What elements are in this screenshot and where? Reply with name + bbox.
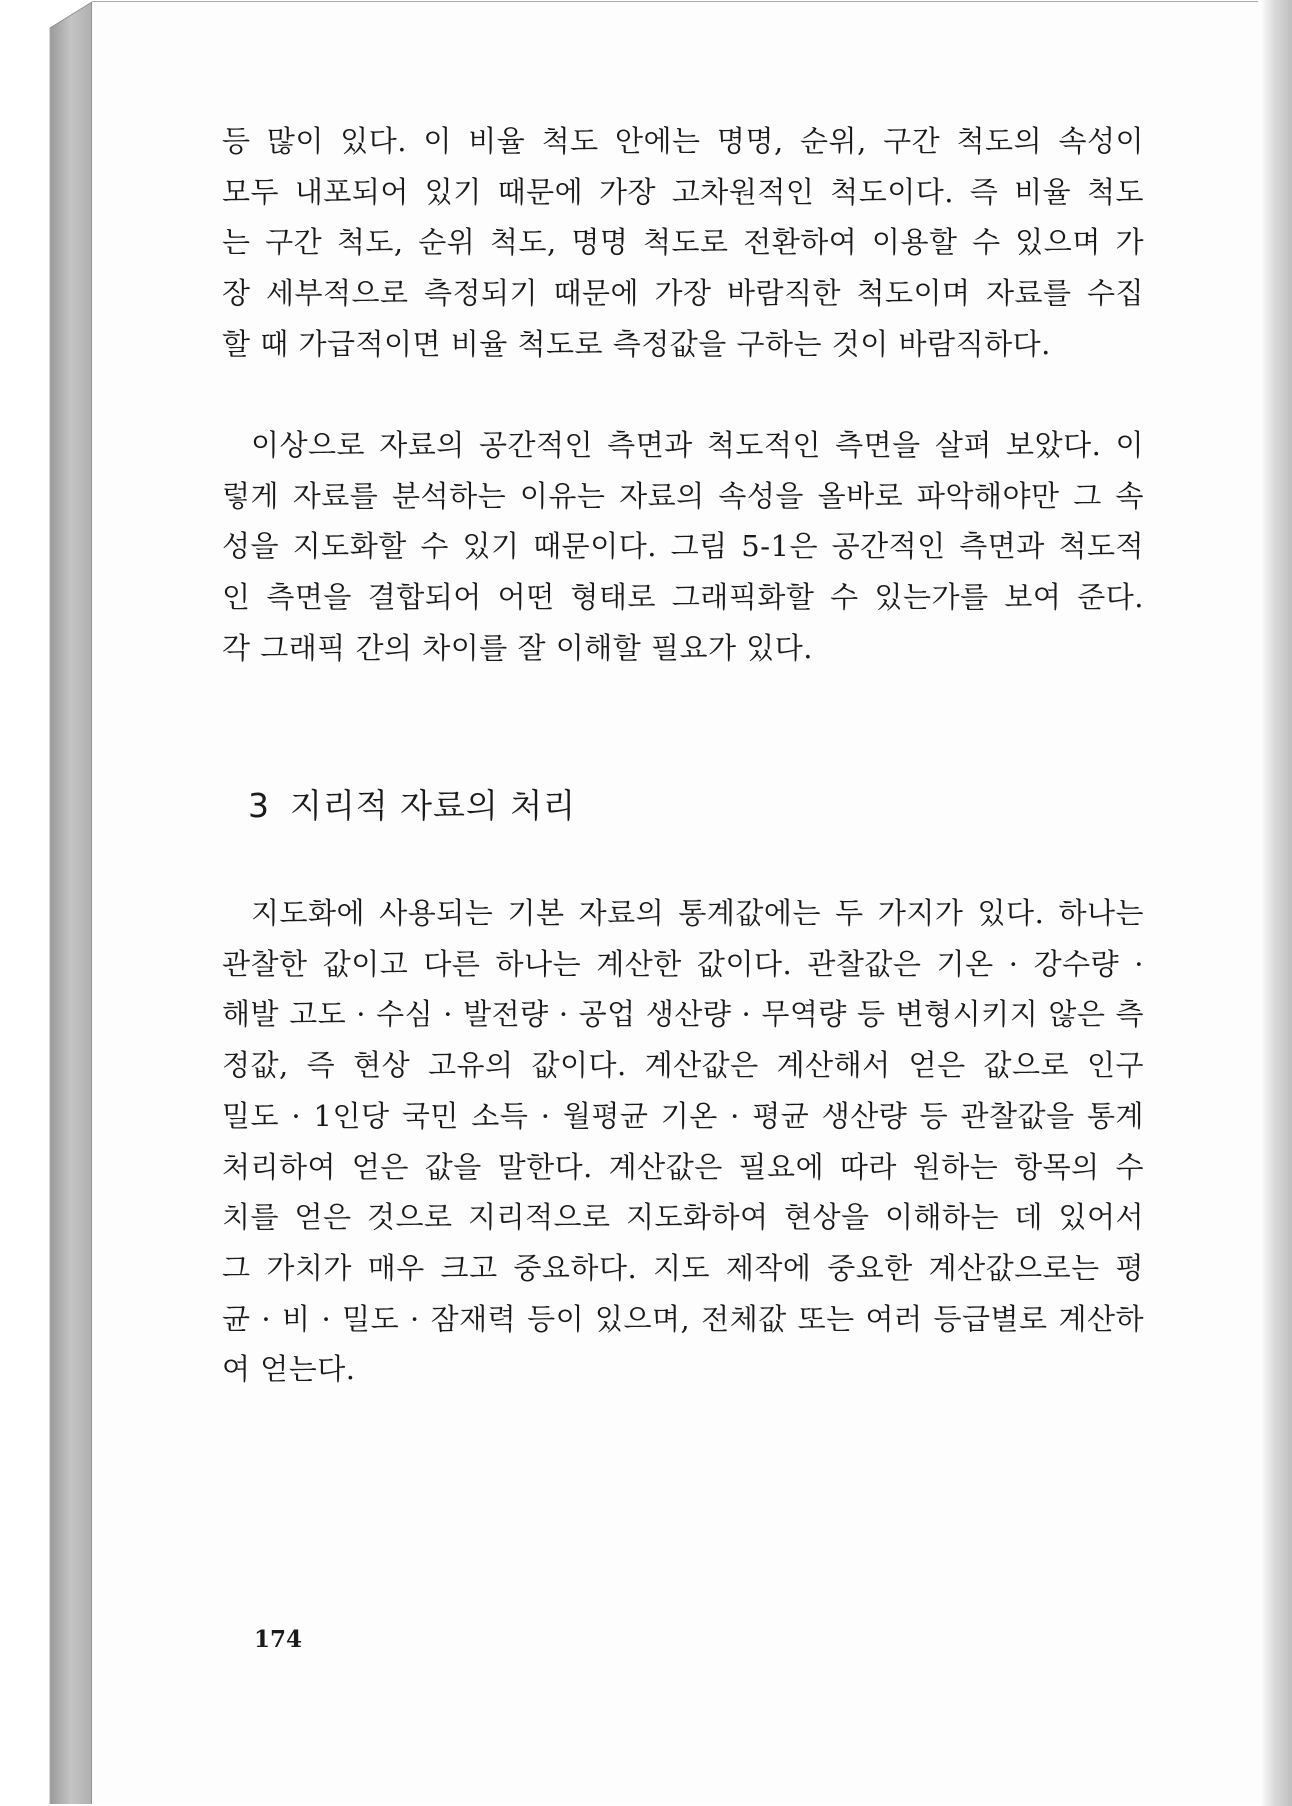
page-number: 174 — [254, 1626, 303, 1653]
paragraph-3 — [222, 888, 1144, 1395]
paragraph-line: 그 가치가 매우 크고 중요하다. 지도 제작에 중요한 계산값으로는 평 — [222, 1250, 1144, 1285]
paragraph-line: 지도화에 사용되는 기본 자료의 통계값에는 두 가지가 있다. 하나는 — [251, 896, 1144, 930]
paragraph-line: 밀도 · 1인당 국민 소득 · 월평균 기온 · 평균 생산량 등 관찰값을 통계 — [222, 1098, 1144, 1133]
section-heading — [248, 780, 576, 827]
paragraph-line: 이상으로 자료의 공간적인 측면과 척도적인 측면을 살펴 보았다. 이 — [251, 428, 1144, 462]
paragraph-line: 정값, 즉 현상 고유의 값이다. 계산값은 계산해서 얻은 값으로 인구 — [222, 1048, 1144, 1083]
paragraph-1 — [222, 116, 1144, 370]
section-title: 지리적 자료의 처리 — [290, 786, 577, 825]
paragraph-line: 장 세부적으로 측정되기 때문에 가장 바람직한 척도이며 자료를 수집 — [222, 276, 1144, 311]
paragraph-line: 치를 얻은 것으로 지리적으로 지도화하여 현상을 이해하는 데 있어서 — [222, 1200, 1144, 1235]
paragraph-line: 모두 내포되어 있기 때문에 가장 고차원적인 척도이다. 즉 비율 척도 — [222, 174, 1144, 209]
paragraph-line: 렇게 자료를 분석하는 이유는 자료의 속성을 올바로 파악해야만 그 속 — [222, 478, 1144, 513]
paragraph-line: 처리하여 얻은 값을 말한다. 계산값은 필요에 따라 원하는 항목의 수 — [222, 1149, 1144, 1184]
paragraph-line: 균 · 비 · 밀도 · 잠재력 등이 있으며, 전체값 또는 여러 등급별로 계산하 — [222, 1301, 1144, 1336]
paragraph-line: 는 구간 척도, 순위 척도, 명명 척도로 전환하여 이용할 수 있으며 가 — [222, 225, 1144, 260]
paragraph-2 — [222, 420, 1144, 674]
page-right-shadow — [1260, 0, 1292, 1806]
paragraph-line: 성을 지도화할 수 있기 때문이다. 그림 5-1은 공간적인 측면과 척도적 — [222, 529, 1144, 564]
section-number: 3 — [248, 786, 270, 825]
paragraph-line: 인 측면을 결합되어 어떤 형태로 그래픽화할 수 있는가를 보여 준다. — [222, 580, 1144, 615]
paragraph-line: 해발 고도 · 수심 · 발전량 · 공업 생산량 · 무역량 등 변형시키지 않은 측 — [222, 997, 1144, 1032]
paragraph-line: 할 때 가급적이면 비율 척도로 측정값을 구하는 것이 바람직하다. — [222, 326, 1051, 361]
paragraph-line: 등 많이 있다. 이 비율 척도 안에는 명명, 순위, 구간 척도의 속성이 — [222, 124, 1144, 158]
paragraph-line: 여 얻는다. — [222, 1352, 356, 1387]
paragraph-line: 각 그래픽 간의 차이를 잘 이해할 필요가 있다. — [222, 630, 813, 665]
paragraph-line: 관찰한 값이고 다른 하나는 계산한 값이다. 관찰값은 기온 · 강수량 · — [222, 946, 1144, 981]
